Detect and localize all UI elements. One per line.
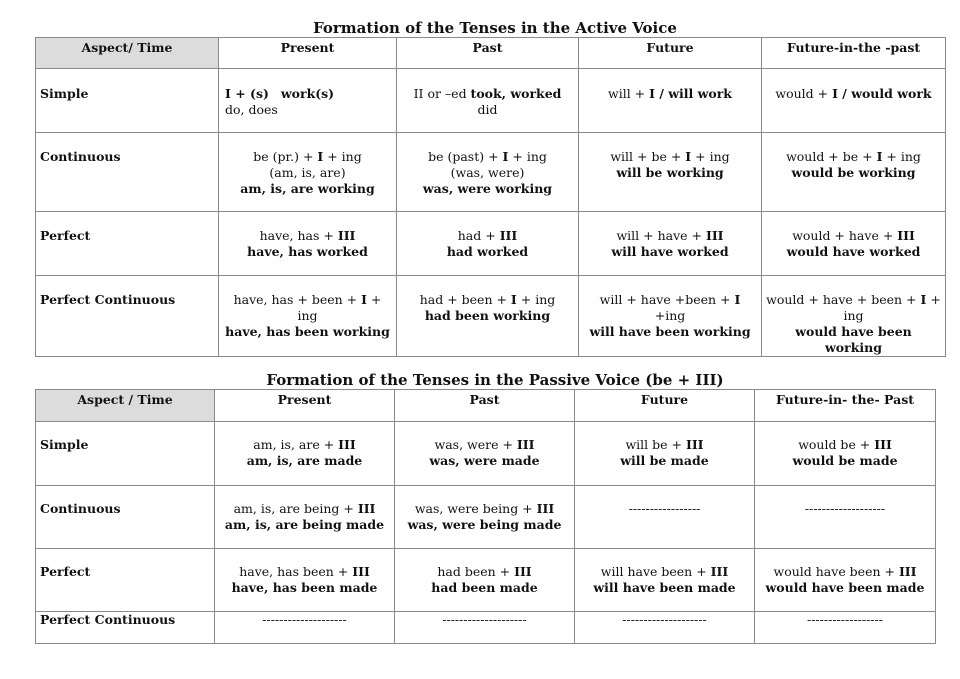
formula-text: I [685,149,692,164]
cell-line: would have been working [795,324,912,355]
cell-line: ----------------- [628,501,701,516]
formula-text: + ing [691,149,730,164]
cell-line: would have been made [765,580,925,595]
cell-line [759,437,931,453]
formula-text: was, were being + [414,501,537,516]
cell-line [766,149,941,165]
cell-perfect-present [219,212,397,276]
formula-text: III [536,501,555,516]
formula-text: I [734,292,741,307]
cell-line: am, is, are being made [224,517,385,532]
cell-simple-future [579,69,762,133]
row-label-perfect-continuous: Perfect Continuous [36,612,215,644]
cell-line [223,149,392,165]
cell-continuous-future [575,486,755,549]
formula-text: I [317,149,324,164]
cell-continuous-fip [755,486,936,549]
header-present: Present [219,38,397,69]
formula-text: would + [775,86,833,101]
cell-simple-present [215,422,395,486]
header-future: Future [575,390,755,422]
cell-line [583,149,757,165]
cell-line [766,228,941,244]
active-voice-table [35,37,946,357]
cell-line [583,86,757,102]
formula-text: + ing [516,292,556,307]
formula-text: +ing [654,308,686,323]
row-label-perfect: Perfect [36,212,219,276]
formula-text: III [710,564,729,579]
cell-perfect-fip [755,549,936,612]
cell-simple-fip [755,422,936,486]
cell-continuous-fip [762,133,946,212]
header-future: Future [579,38,762,69]
header-row [36,38,946,69]
cell-line [401,292,574,308]
header-future-in-the-past: Future-in- the- Past [755,390,936,422]
table-row [36,549,936,612]
cell-line [579,437,750,453]
formula-text: III [337,228,356,243]
formula-text: III [874,437,892,452]
cell-line [583,292,757,324]
table-row [36,276,946,357]
formula-text: I / would work [832,86,932,101]
formula-text: III [514,564,532,579]
cell-line: (was, were) [450,165,525,180]
formula-text: had + been + [419,292,511,307]
cell-line: (am, is, are) [269,165,346,180]
cell-line: will have been working [589,324,751,339]
cell-perfect-past [395,549,575,612]
cell-line [223,228,392,244]
formula-text: have, has + [259,228,338,243]
cell-line: -------------------- [262,612,347,627]
cell-line [223,292,392,324]
formula-text: III [357,501,376,516]
header-past: Past [395,390,575,422]
formula-text: would + have + been + [766,292,921,307]
cell-continuous-present [219,133,397,212]
formula-text: III [516,437,535,452]
cell-line: would be working [791,165,916,180]
formula-text: III [898,564,917,579]
cell-perfect-fip [762,212,946,276]
formula-text: I [502,149,509,164]
row-label-continuous: Continuous [36,133,219,212]
formula-text: + ing [882,149,921,164]
cell-line: will be made [620,453,709,468]
header-future-in-the-past: Future-in-the -past [762,38,946,69]
header-aspect-time: Aspect/ Time [36,38,219,69]
cell-line: had been made [431,580,538,595]
formula-text: I [510,292,517,307]
cell-line [219,437,390,453]
formula-text: + ing [843,292,941,323]
cell-simple-future [575,422,755,486]
row-label-continuous: Continuous [36,486,215,549]
formula-text: would + be + [786,149,877,164]
row-label-simple: Simple [36,69,219,133]
formula-text: III [499,228,518,243]
active-voice-title: Formation of the Tenses in the Active Voice [313,19,677,37]
cell-perfect-continuous-present [215,612,395,644]
cell-line: will be working [616,165,724,180]
cell-line: -------------------- [442,612,527,627]
cell-line: had been working [424,308,551,323]
formula-text: had + [457,228,500,243]
cell-line [759,564,931,580]
row-label-perfect-continuous: Perfect Continuous [36,276,219,357]
table-row [36,422,936,486]
formula-text: work(s) [280,86,335,101]
cell-line: will have been made [593,580,736,595]
cell-perfect-continuous-present [219,276,397,357]
formula-text: be (past) + [428,149,503,164]
cell-line [401,86,574,102]
cell-line [399,501,570,517]
formula-text: will + [608,86,650,101]
cell-line: do, does [225,102,278,117]
cell-line: would have worked [786,244,921,259]
formula-text: have, has + been + [233,292,362,307]
formula-text: will + have + [616,228,706,243]
cell-line: -------------------- [622,612,707,627]
formula-text: + ing [323,149,362,164]
formula-text: am, is, are + [253,437,339,452]
formula-text: III [705,228,724,243]
table-row [36,69,946,133]
cell-line: have, has been working [225,324,390,339]
cell-perfect-continuous-future [579,276,762,357]
cell-perfect-continuous-fip [755,612,936,644]
cell-line [401,228,574,244]
table-row [36,212,946,276]
formula-text: III [338,437,356,452]
formula-text: II or –ed [413,86,471,101]
cell-continuous-past [397,133,579,212]
cell-line: have, has worked [247,244,368,259]
formula-text: am, is, are being + [233,501,358,516]
formula-text: + ing [297,292,382,323]
formula-text: I [920,292,927,307]
header-past: Past [397,38,579,69]
header-aspect-time: Aspect / Time [36,390,215,422]
formula-text: III [685,437,704,452]
header-row [36,390,936,422]
cell-perfect-continuous-future [575,612,755,644]
formula-text: took, worked [470,86,562,101]
cell-line [399,564,570,580]
cell-perfect-future [575,549,755,612]
row-label-simple: Simple [36,422,215,486]
cell-continuous-present [215,486,395,549]
formula-text: III [897,228,915,243]
cell-line [219,501,390,517]
table-row [36,486,936,549]
formula-text: would + have + [792,228,898,243]
formula-text: had been + [437,564,515,579]
cell-line: did [477,102,498,117]
passive-voice-table [35,389,936,644]
cell-line [399,437,570,453]
row-label-perfect: Perfect [36,549,215,612]
cell-line: ------------------- [804,501,886,516]
cell-line: would be made [792,453,898,468]
table-row [36,612,936,644]
cell-simple-present [219,69,397,133]
cell-line [583,228,757,244]
formula-text: will be + [625,437,686,452]
header-present: Present [215,390,395,422]
formula-text: would be + [798,437,875,452]
cell-simple-fip [762,69,946,133]
cell-line [225,86,392,102]
cell-simple-past [395,422,575,486]
formula-text: would have been + [773,564,899,579]
cell-perfect-future [579,212,762,276]
formula-text: will + have +been + [599,292,735,307]
cell-line: ------------------ [806,612,884,627]
formula-text: I / will work [649,86,732,101]
cell-line: had worked [446,244,529,259]
table-row [36,133,946,212]
cell-simple-past [397,69,579,133]
cell-line: was, were made [429,453,540,468]
cell-line [219,564,390,580]
cell-line: am, is, are made [246,453,363,468]
formula-text: be (pr.) + [253,149,318,164]
cell-line: am, is, are working [240,181,375,196]
cell-line: will have worked [611,244,729,259]
cell-perfect-continuous-past [395,612,575,644]
cell-continuous-past [395,486,575,549]
cell-line [766,292,941,324]
formula-text: I + (s) [225,86,269,101]
cell-line [579,564,750,580]
cell-perfect-past [397,212,579,276]
cell-perfect-present [215,549,395,612]
cell-line: have, has been made [231,580,378,595]
cell-line [401,149,574,165]
formula-text: will have been + [600,564,711,579]
cell-perfect-continuous-fip [762,276,946,357]
cell-continuous-future [579,133,762,212]
formula-text: have, has been + [239,564,353,579]
formula-text: will + be + [610,149,686,164]
cell-line [766,86,941,102]
formula-text: + ing [508,149,547,164]
cell-line: was, were working [422,181,553,196]
cell-perfect-continuous-past [397,276,579,357]
formula-text: III [352,564,370,579]
formula-text: was, were + [434,437,517,452]
cell-line: was, were being made [407,517,562,532]
formula-text: I [876,149,883,164]
passive-voice-title: Formation of the Tenses in the Passive Voice (be + III) [266,371,724,389]
formula-text: I [361,292,367,307]
